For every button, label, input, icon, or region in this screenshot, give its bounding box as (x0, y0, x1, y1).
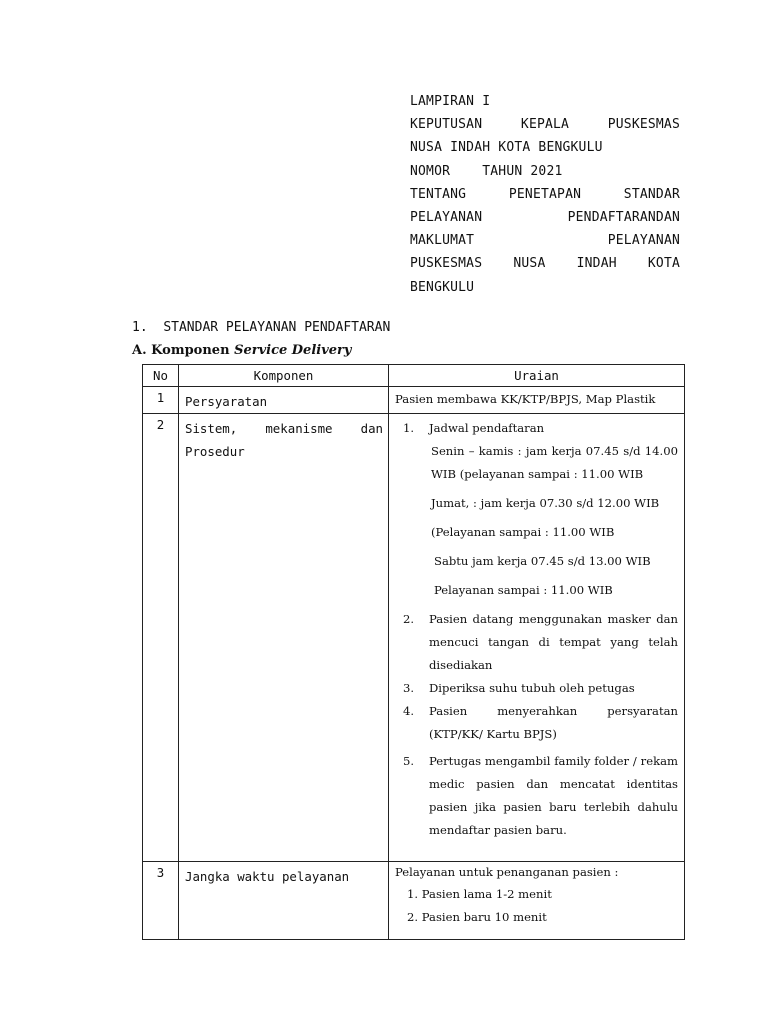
row2-no: 2 (143, 414, 179, 862)
row2-komponen (179, 414, 389, 862)
section-title: STANDAR PELAYANAN PENDAFTARAN (163, 320, 391, 335)
list-item (395, 750, 678, 842)
section-heading (132, 320, 390, 335)
table-row (143, 862, 685, 940)
header-line-8: PUSKESMAS NUSA INDAH KOTA (410, 256, 680, 272)
step-text: Jadwal pendaftaran (429, 421, 545, 435)
list-item: 2. Pasien baru 10 menit (407, 910, 547, 924)
schedule-friday-service: (Pelayanan sampai : 11.00 WIB (431, 525, 615, 539)
list-item (395, 677, 678, 700)
step-text: Pertugas mengambil family folder / rekam medic pasien dan mencatat identitas pasien jika pasien baru terlebih dahulu mendaftar pasien baru. (429, 754, 678, 837)
service-delivery-table (142, 364, 685, 940)
row1-uraian: Pasien membawa KK/KTP/BPJS, Map Plastik (389, 387, 685, 414)
schedule-saturday-service: Pelayanan sampai : 11.00 WIB (434, 583, 613, 597)
header-line-5: TENTANG PENETAPAN STANDAR (410, 186, 680, 202)
subsection-title-emphasis: Service Delivery (234, 343, 352, 358)
table-row (143, 414, 685, 862)
header-no: No (143, 365, 179, 387)
step-text: Pasien menyerahkan persyaratan (KTP/KK/ Kartu BPJS) (429, 704, 678, 741)
header-line-6: PELAYANAN PENDAFTARANDAN (410, 210, 680, 226)
attachment-header (410, 90, 680, 299)
list-item (395, 417, 678, 440)
subsection-title: Komponen (151, 343, 230, 358)
subsection-letter: A. (132, 343, 147, 358)
header-line-2: KEPUTUSAN KEPALA PUSKESMAS (410, 117, 680, 133)
table-row (143, 387, 685, 414)
row1-komponen: Persyaratan (179, 387, 389, 414)
step-number: 2. (403, 612, 415, 626)
row3-intro: Pelayanan untuk penanganan pasien : (395, 865, 619, 879)
step-text: Pasien datang menggunakan masker dan mencuci tangan di tempat yang telah disediakan (429, 612, 678, 672)
header-uraian: Uraian (389, 365, 685, 387)
header-line-4: NOMOR TAHUN 2021 (410, 163, 563, 179)
section-number: 1. (132, 320, 148, 335)
row3-komponen: Jangka waktu pelayanan (179, 862, 389, 940)
row2-komponen-line-1: Sistem, mekanisme dan (185, 421, 383, 436)
duration-list (395, 883, 678, 929)
step-number: 1. (403, 421, 415, 435)
header-line-1: LAMPIRAN I (410, 94, 491, 109)
schedule-friday: Jumat, : jam kerja 07.30 s/d 12.00 WIB (431, 496, 660, 510)
header-komponen: Komponen (179, 365, 389, 387)
row3-uraian (389, 862, 685, 940)
procedure-list-continued (395, 608, 678, 842)
list-item (395, 700, 678, 746)
procedure-list (395, 417, 678, 440)
step-text: Diperiksa suhu tubuh oleh petugas (429, 681, 635, 695)
subsection-heading (132, 343, 351, 358)
row1-no: 1 (143, 387, 179, 414)
row2-uraian (389, 414, 685, 862)
header-line-3: NUSA INDAH KOTA BENGKULU (410, 140, 603, 156)
table-header-row (143, 365, 685, 387)
step-number: 3. (403, 681, 415, 695)
schedule-block (431, 440, 678, 602)
step-number: 4. (403, 704, 415, 718)
list-item: 1. Pasien lama 1-2 menit (407, 887, 552, 901)
row3-no: 3 (143, 862, 179, 940)
header-line-7: MAKLUMAT PELAYANAN (410, 233, 680, 249)
row2-komponen-line-2: Prosedur (185, 444, 245, 459)
step-number: 5. (403, 754, 415, 768)
list-item (395, 608, 678, 677)
schedule-mon-thu: Senin – kamis : jam kerja 07.45 s/d 14.00 WIB (pelayanan sampai : 11.00 WIB (431, 444, 678, 481)
schedule-saturday: Sabtu jam kerja 07.45 s/d 13.00 WIB (434, 554, 651, 568)
header-line-9: BENGKULU (410, 279, 475, 295)
